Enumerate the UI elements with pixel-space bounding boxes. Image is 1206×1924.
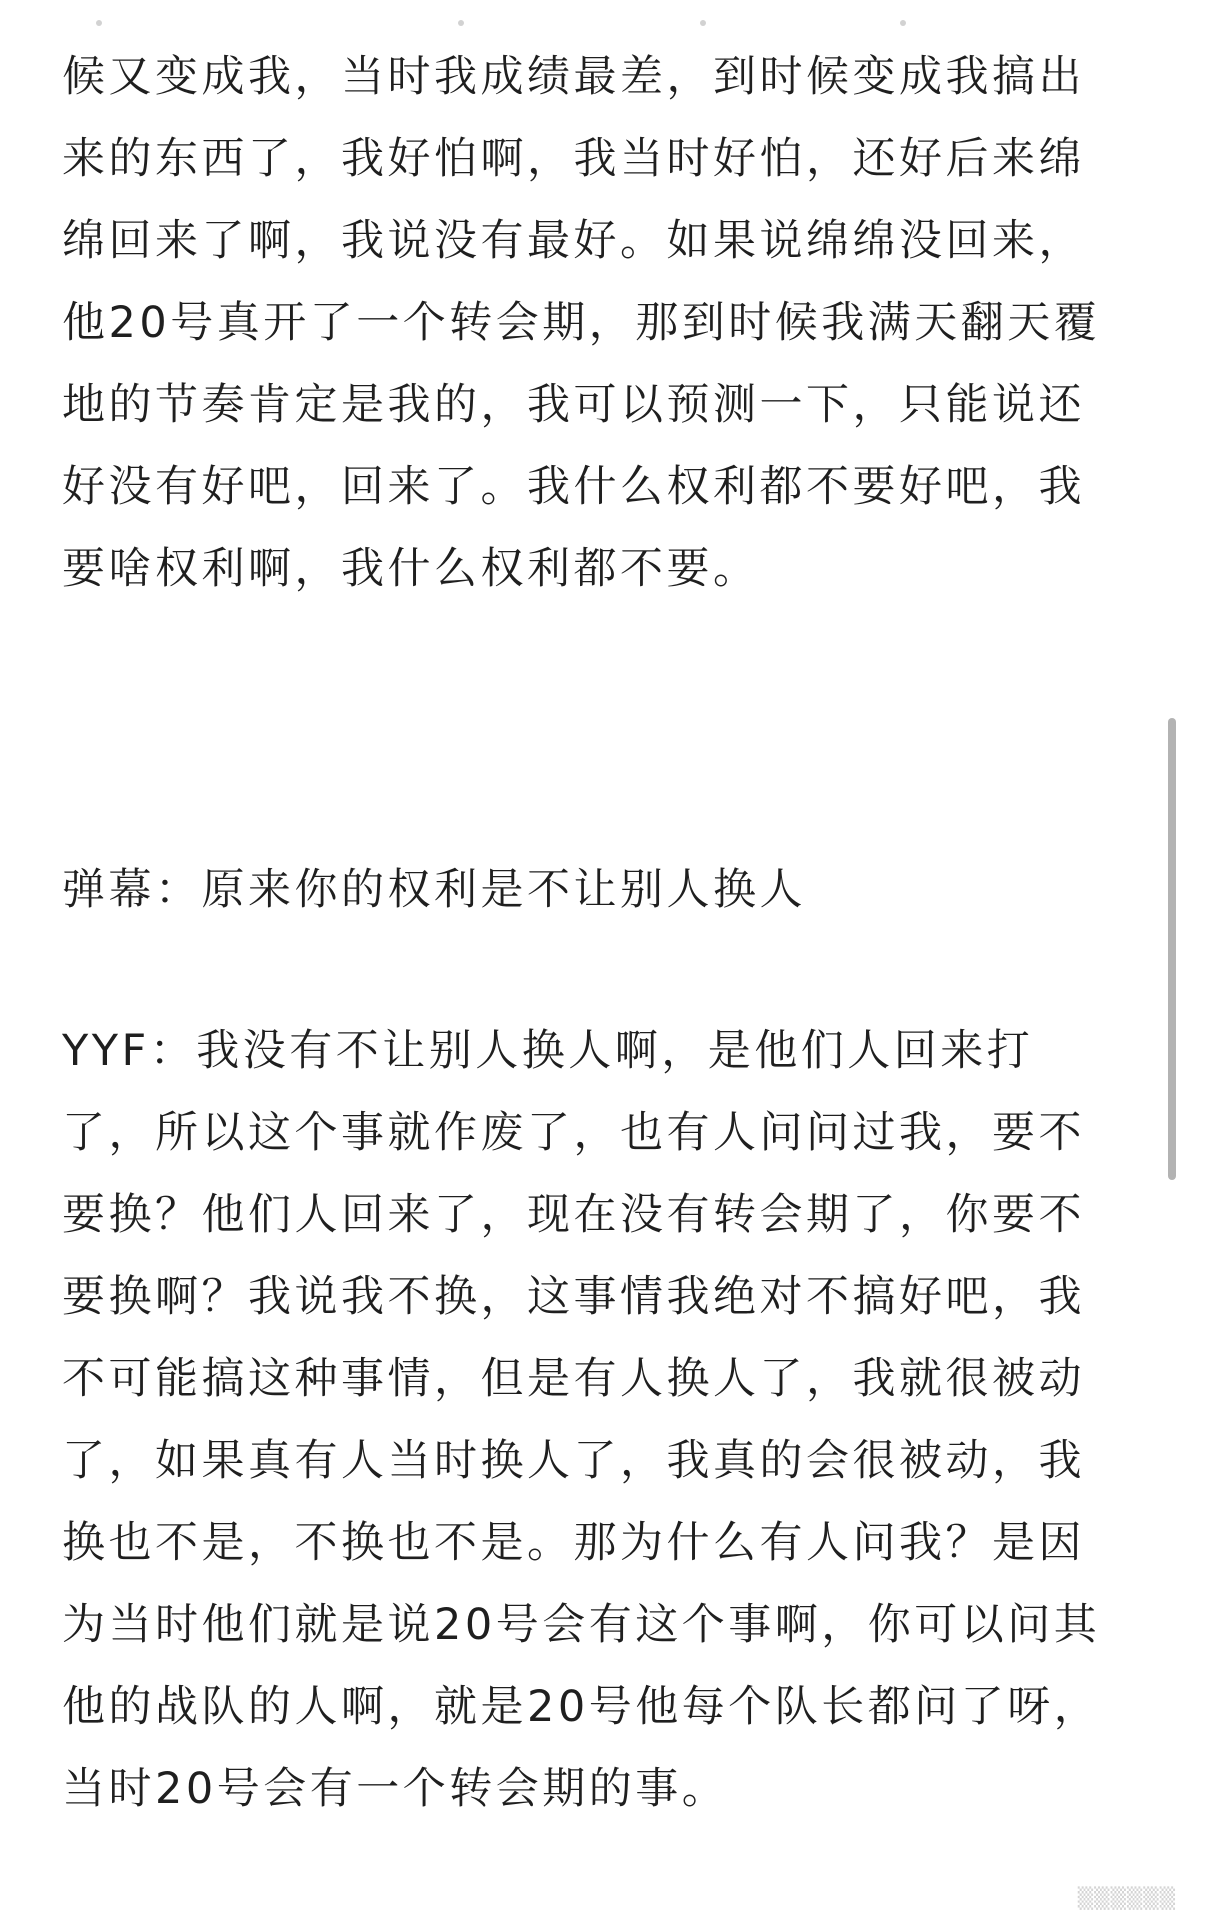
watermark-text: ▒▒▒▒▒▒	[1077, 1886, 1176, 1910]
paragraph-line: 为当时他们就是说20号会有这个事啊，你可以问其	[62, 1600, 1101, 1650]
paragraph-line: 要换？他们人回来了，现在没有转会期了，你要不	[62, 1190, 1085, 1240]
paragraph-line: 地的节奏肯定是我的，我可以预测一下，只能说还	[62, 380, 1085, 430]
paragraph-continued	[62, 36, 1142, 610]
paragraph-line: 当时20号会有一个转会期的事。	[62, 1764, 729, 1814]
text-remnant-dot	[700, 20, 706, 26]
text-remnant-dot	[900, 20, 906, 26]
paragraph-line: 换也不是，不换也不是。那为什么有人问我？是因	[62, 1518, 1085, 1568]
yyf-reply-paragraph	[62, 1010, 1142, 1830]
danmaku-comment: 弹幕：原来你的权利是不让别人换人	[62, 865, 806, 915]
paragraph-line: 了，所以这个事就作废了，也有人问问过我，要不	[62, 1108, 1085, 1158]
paragraph-line: 要换啊？我说我不换，这事情我绝对不搞好吧，我	[62, 1272, 1085, 1322]
paragraph-line: 要啥权利啊，我什么权利都不要。	[62, 544, 760, 594]
paragraph-line: 来的东西了，我好怕啊，我当时好怕，还好后来绵	[62, 134, 1085, 184]
scrollbar-thumb[interactable]	[1168, 718, 1176, 1180]
paragraph-line: YYF：我没有不让别人换人啊，是他们人回来打	[62, 1026, 1034, 1076]
paragraph-line: 不可能搞这种事情，但是有人换人了，我就很被动	[62, 1354, 1085, 1404]
paragraph-line: 他的战队的人啊，就是20号他每个队长都问了呀，	[62, 1682, 1101, 1732]
text-remnant-dot	[458, 20, 464, 26]
paragraph-line: 候又变成我，当时我成绩最差，到时候变成我搞出	[62, 52, 1085, 102]
top-cropped-text-remnant	[0, 20, 1206, 26]
paragraph-line: 绵回来了啊，我说没有最好。如果说绵绵没回来，	[62, 216, 1085, 266]
text-remnant-dot	[96, 20, 102, 26]
paragraph-line: 他20号真开了一个转会期，那到时候我满天翻天覆	[62, 298, 1101, 348]
paragraph-line: 了，如果真有人当时换人了，我真的会很被动，我	[62, 1436, 1085, 1486]
paragraph-line: 好没有好吧，回来了。我什么权利都不要好吧，我	[62, 462, 1085, 512]
